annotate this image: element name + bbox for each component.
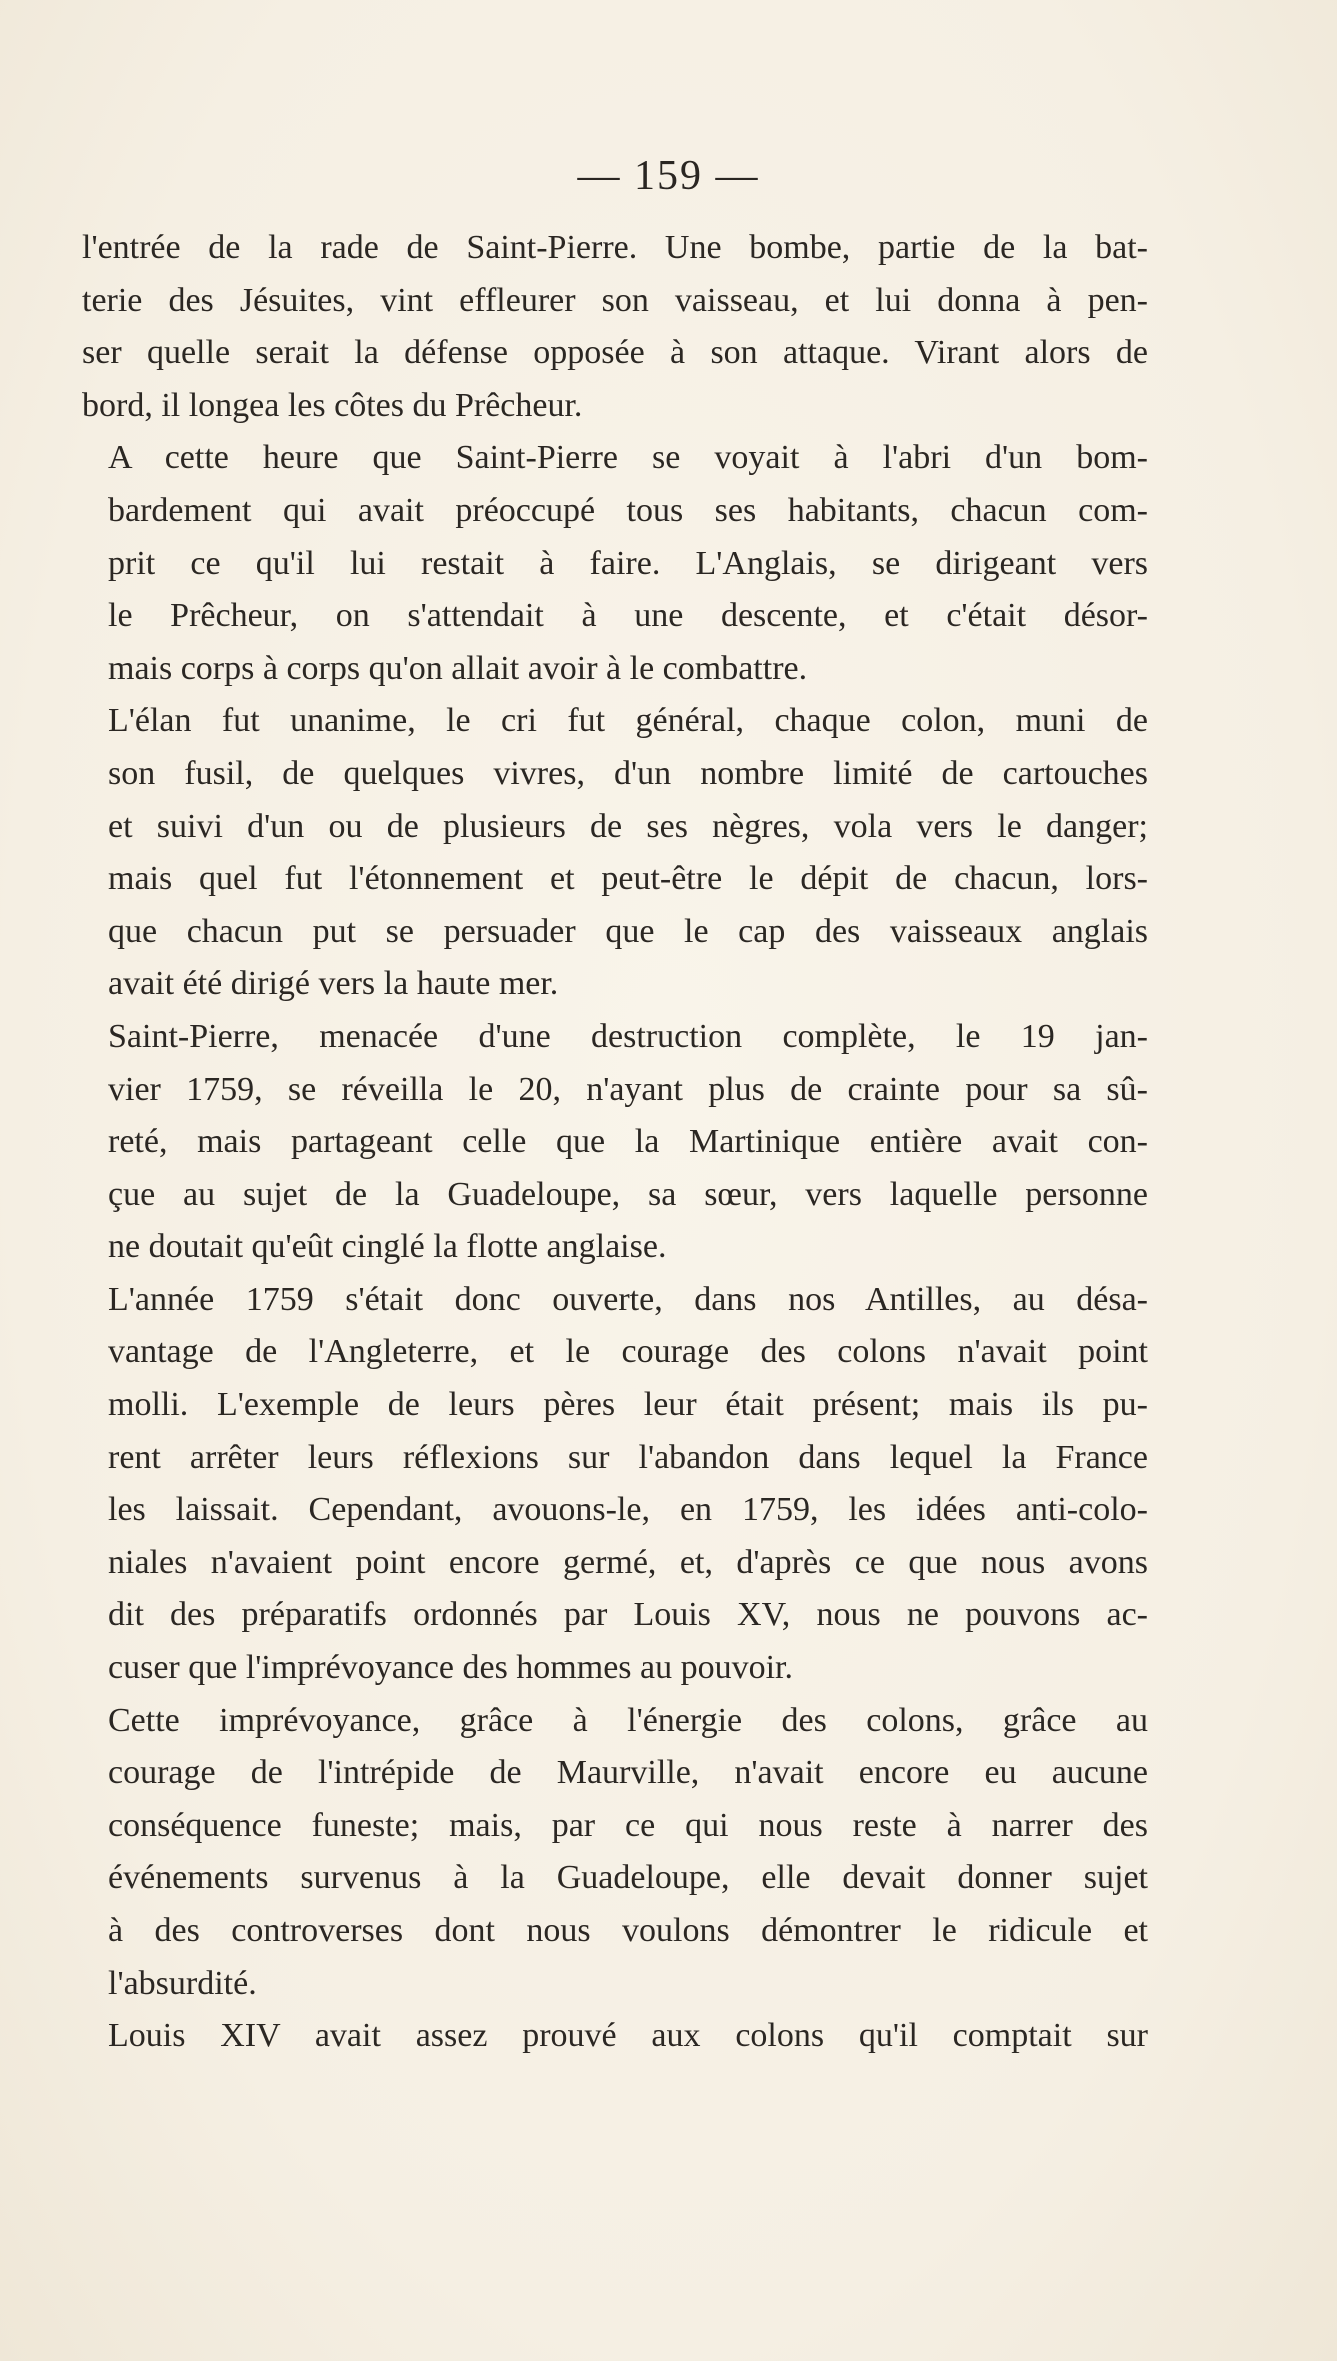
text-line: bardement qui avait préoccupé tous ses habitants, chacun com- [108, 491, 1148, 529]
text-line: molli. L'exemple de leurs pères leur était présent; mais ils pu- [108, 1386, 1148, 1424]
text-line: prit ce qu'il lui restait à faire. L'Anglais, se dirigeant vers [108, 544, 1148, 582]
text-line: son fusil, de quelques vivres, d'un nombre limité de cartouches [108, 754, 1148, 792]
text-line: L'élan fut unanime, le cri fut général, chaque colon, muni de [108, 702, 1148, 740]
text-line: Saint-Pierre, menacée d'une destruction complète, le 19 jan- [108, 1017, 1148, 1055]
body-text [82, 222, 1148, 2063]
text-line: mais corps à corps qu'on allait avoir à le combattre. [108, 649, 808, 687]
paragraph [82, 432, 1148, 695]
text-line: que chacun put se persuader que le cap des vaisseaux anglais [108, 912, 1148, 950]
text-line: terie des Jésuites, vint effleurer son vaisseau, et lui donna à pen- [82, 281, 1148, 319]
text-line: reté, mais partageant celle que la Martinique entière avait con- [108, 1123, 1148, 1161]
text-line: ne doutait qu'eût cinglé la flotte anglaise. [108, 1228, 667, 1266]
text-line: et suivi d'un ou de plusieurs de ses nègres, vola vers le danger; [108, 807, 1148, 845]
text-line: çue au sujet de la Guadeloupe, sa sœur, vers laquelle personne [108, 1175, 1148, 1213]
paragraph [82, 1274, 1148, 1695]
text-line: Cette imprévoyance, grâce à l'énergie des colons, grâce au [108, 1701, 1148, 1739]
text-line: ser quelle serait la défense opposée à son attaque. Virant alors de [82, 334, 1148, 372]
text-line: bord, il longea les côtes du Prêcheur. [82, 386, 583, 424]
text-line: rent arrêter leurs réflexions sur l'abandon dans lequel la France [108, 1438, 1148, 1476]
text-line: le Prêcheur, on s'attendait à une descente, et c'était désor- [108, 597, 1148, 635]
text-line: avait été dirigé vers la haute mer. [108, 965, 559, 1003]
text-line: Louis XIV avait assez prouvé aux colons qu'il comptait sur [108, 2017, 1148, 2055]
text-line: l'entrée de la rade de Saint-Pierre. Une bombe, partie de la bat- [82, 229, 1148, 266]
text-line: conséquence funeste; mais, par ce qui nous reste à narrer des [108, 1806, 1148, 1844]
paragraph [82, 2010, 1148, 2063]
text-line: A cette heure que Saint-Pierre se voyait à l'abri d'un bom- [108, 439, 1148, 477]
text-line: L'année 1759 s'était donc ouverte, dans nos Antilles, au désa- [108, 1280, 1148, 1318]
text-line: mais quel fut l'étonnement et peut-être le dépit de chacun, lors- [108, 860, 1148, 898]
text-line: l'absurdité. [108, 1964, 257, 2002]
text-line: dit des préparatifs ordonnés par Louis XV, nous ne pouvons ac- [108, 1596, 1148, 1634]
paragraph [82, 1011, 1148, 1274]
paragraph [82, 695, 1148, 1011]
page-number: — 159 — [577, 153, 760, 199]
text-line: événements survenus à la Guadeloupe, elle devait donner sujet [108, 1859, 1148, 1897]
text-line: cuser que l'imprévoyance des hommes au pouvoir. [108, 1649, 793, 1687]
text-line: vantage de l'Angleterre, et le courage des colons n'avait point [108, 1333, 1148, 1371]
text-line: à des controverses dont nous voulons démontrer le ridicule et [108, 1912, 1148, 1949]
text-line: niales n'avaient point encore germé, et, d'après ce que nous avons [108, 1543, 1148, 1581]
text-line: courage de l'intrépide de Maurville, n'avait encore eu aucune [108, 1754, 1148, 1792]
text-line: les laissait. Cependant, avouons-le, en 1759, les idées anti-colo- [108, 1491, 1148, 1529]
text-line: vier 1759, se réveilla le 20, n'ayant plus de crainte pour sa sû- [108, 1070, 1148, 1108]
paragraph [82, 1695, 1148, 2011]
paragraph [82, 222, 1148, 432]
